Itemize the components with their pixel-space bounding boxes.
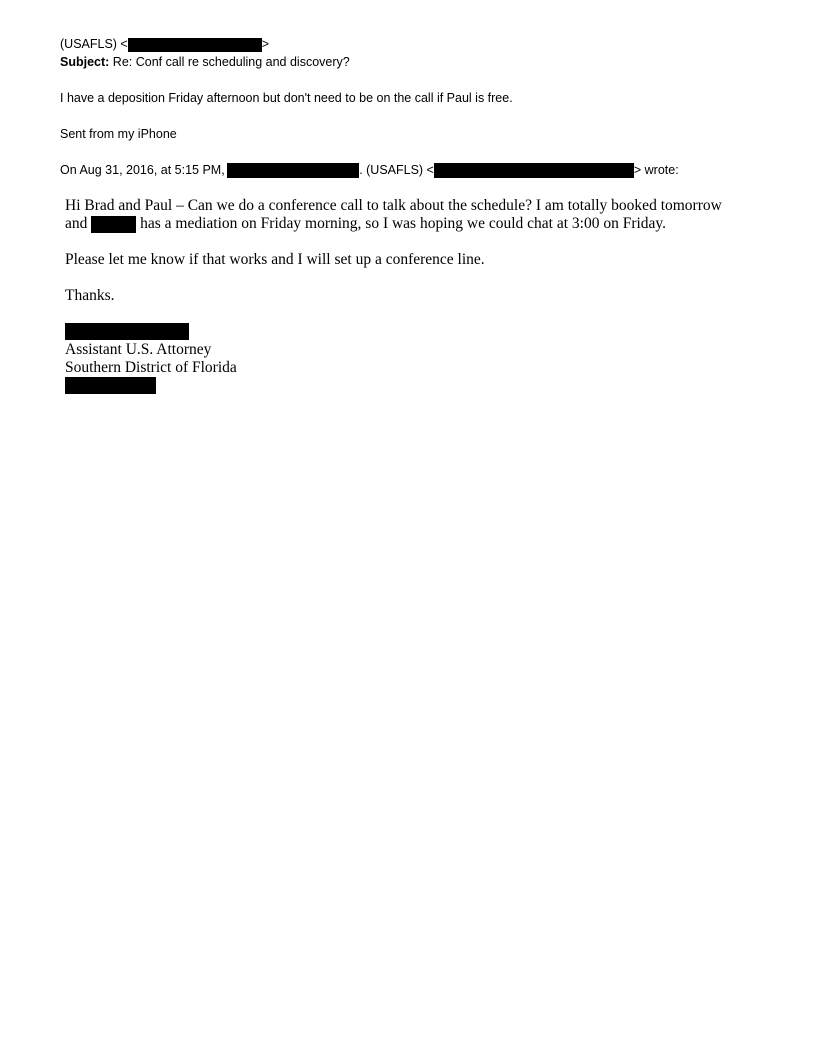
signature-title: Assistant U.S. Attorney xyxy=(65,341,212,358)
subject-label: Subject: xyxy=(60,55,110,69)
from-line xyxy=(60,36,269,53)
quoted-header-prefix: On Aug 31, 2016, at 5:15 PM, xyxy=(60,163,225,177)
subject-value: Re: Conf call re scheduling and discovery? xyxy=(112,55,350,69)
reply-body: I have a deposition Friday afternoon but don't need to be on the call if Paul is free. xyxy=(60,91,513,105)
original-closing: Thanks. xyxy=(65,287,115,304)
from-suffix: > xyxy=(261,37,270,51)
redaction-from-email xyxy=(128,38,262,52)
from-prefix: (USAFLS) < xyxy=(60,37,128,51)
quoted-header-middle: . (USAFLS) < xyxy=(359,163,434,177)
quoted-header-suffix: > wrote: xyxy=(633,163,679,177)
redaction-sender-name xyxy=(227,163,359,178)
original-line-1: Hi Brad and Paul – Can we do a conference call to talk about the schedule? I am totally booked tomorrow xyxy=(65,197,722,214)
redaction-colleague-name xyxy=(91,216,136,233)
quoted-header xyxy=(60,162,679,179)
redaction-signature-name xyxy=(65,323,189,340)
reply-signature: Sent from my iPhone xyxy=(60,127,177,141)
subject-line xyxy=(60,54,350,71)
redaction-signature-contact xyxy=(65,377,156,394)
original-line-2-end: has a mediation on Friday morning, so I was hoping we could chat at 3:00 on Friday. xyxy=(140,215,667,232)
redaction-sender-email xyxy=(434,163,634,178)
original-line-2 xyxy=(65,215,666,233)
signature-office: Southern District of Florida xyxy=(65,359,237,376)
original-line-2-start: and xyxy=(65,215,88,232)
original-paragraph-2: Please let me know if that works and I will set up a conference line. xyxy=(65,251,485,268)
